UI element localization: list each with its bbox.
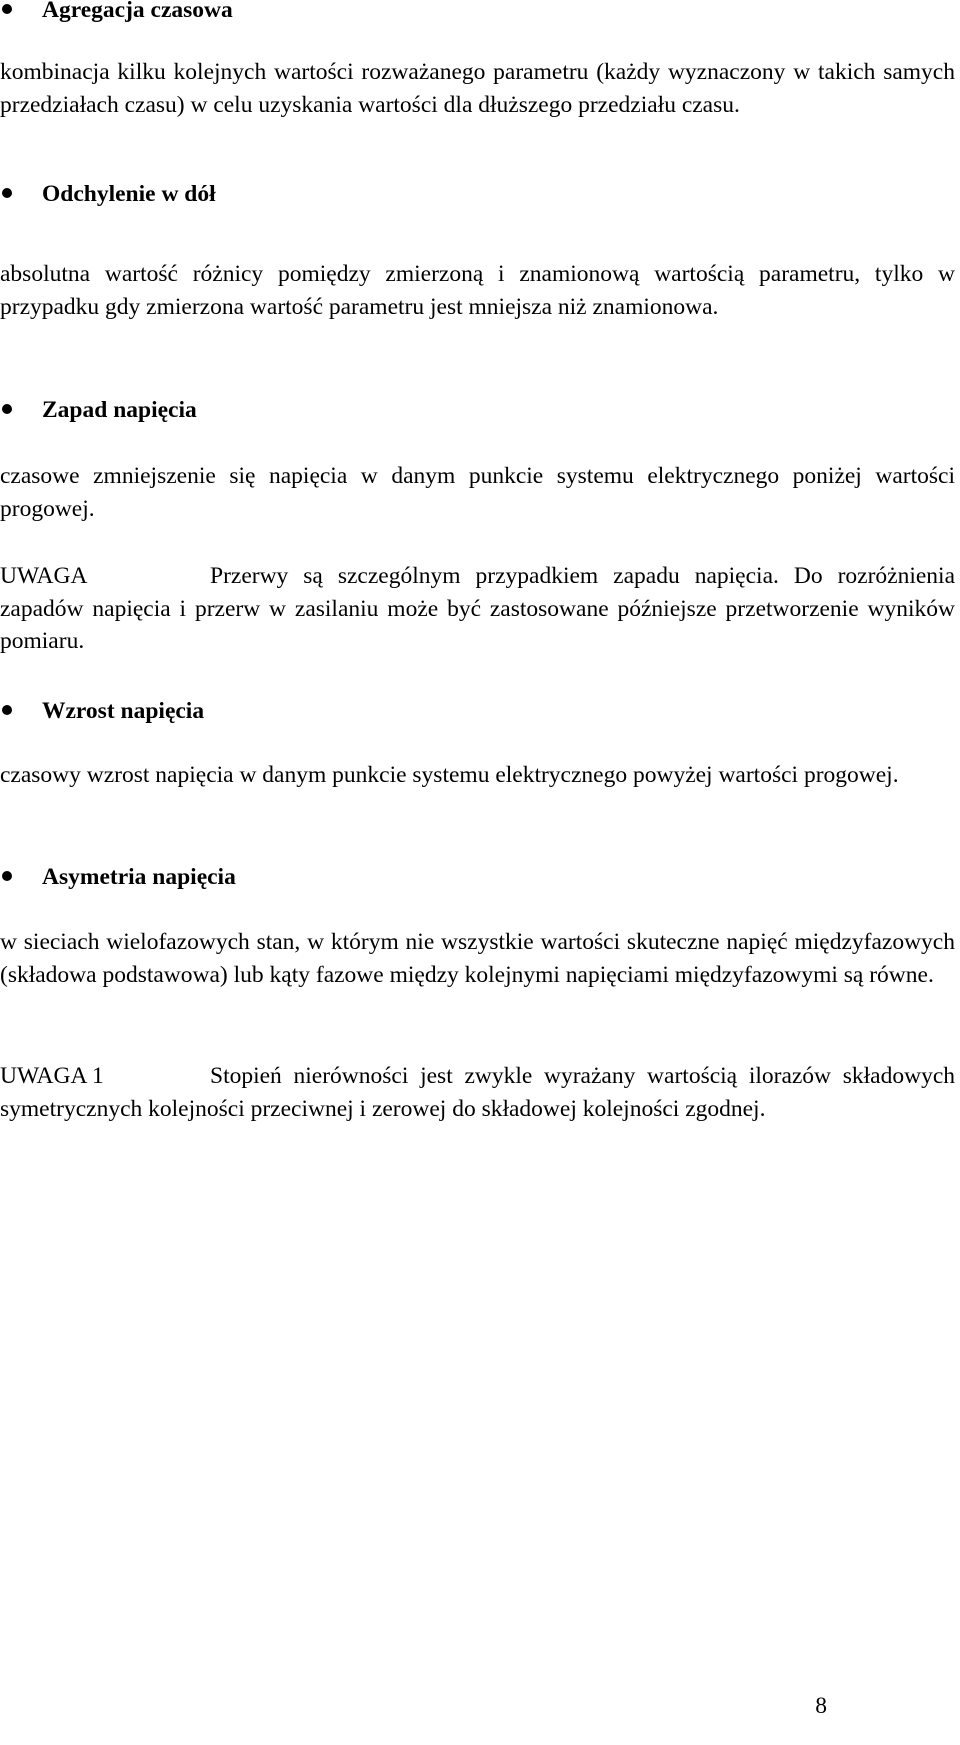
note-text: Przerwy są szczególnym przypadkiem zapadu napięcia. Do rozróżnienia zapadów napięcia i przerw w zasilaniu może być zastosowane późniejsze przetworzenie wyników pomiaru. [0, 563, 955, 654]
term-heading-agregacja-czasowa [0, 0, 958, 28]
bullet-icon [2, 705, 12, 715]
term-heading-text: Odchylenie w dół [42, 181, 216, 207]
term-heading-zapad-napiecia [0, 394, 958, 428]
term-heading-asymetria-napiecia [0, 861, 958, 895]
note-paragraph [0, 1060, 955, 1125]
term-definition: czasowe zmniejszenie się napięcia w danym punkcie systemu elektrycznego poniżej wartości progowej. [0, 463, 955, 522]
note-paragraph [0, 560, 955, 658]
term-heading-wzrost-napiecia [0, 695, 958, 729]
term-definition: kombinacja kilku kolejnych wartości rozważanego parametru (każdy wyznaczony w takich samych przedziałach czasu) w celu uzyskania wartości dla dłuższego przedziału czasu. [0, 59, 955, 118]
note-label: UWAGA 1 [0, 1063, 104, 1089]
bullet-icon [2, 871, 12, 881]
term-definition: w sieciach wielofazowych stan, w którym nie wszystkie wartości skuteczne napięć międzyfazowych (składowa podstawowa) lub kąty fazowe między kolejnymi napięciami międzyfazowymi są równe. [0, 929, 955, 988]
note-label: UWAGA [0, 563, 88, 589]
term-heading-text: Zapad napięcia [42, 397, 197, 423]
term-heading-odchylenie-w-dol [0, 178, 958, 212]
note-text: Stopień nierówności jest zwykle wyrażany wartością ilorazów składowych symetrycznych kolejności przeciwnej i zerowej do składowej kolejności zgodnej. [0, 1063, 955, 1122]
page-number: 8 [815, 1693, 827, 1719]
term-heading-text: Wzrost napięcia [42, 698, 205, 724]
term-definition: czasowy wzrost napięcia w danym punkcie systemu elektrycznego powyżej wartości progowej. [0, 762, 899, 788]
term-definition: absolutna wartość różnicy pomiędzy zmierzoną i znamionową wartością parametru, tylko w przypadku gdy zmierzona wartość parametru jest mniejsza niż znamionowa. [0, 261, 955, 320]
bullet-icon [2, 404, 12, 414]
term-heading-text: Asymetria napięcia [42, 864, 236, 890]
bullet-icon [2, 188, 12, 198]
bullet-icon [2, 4, 12, 14]
term-heading-text: Agregacja czasowa [42, 0, 233, 23]
